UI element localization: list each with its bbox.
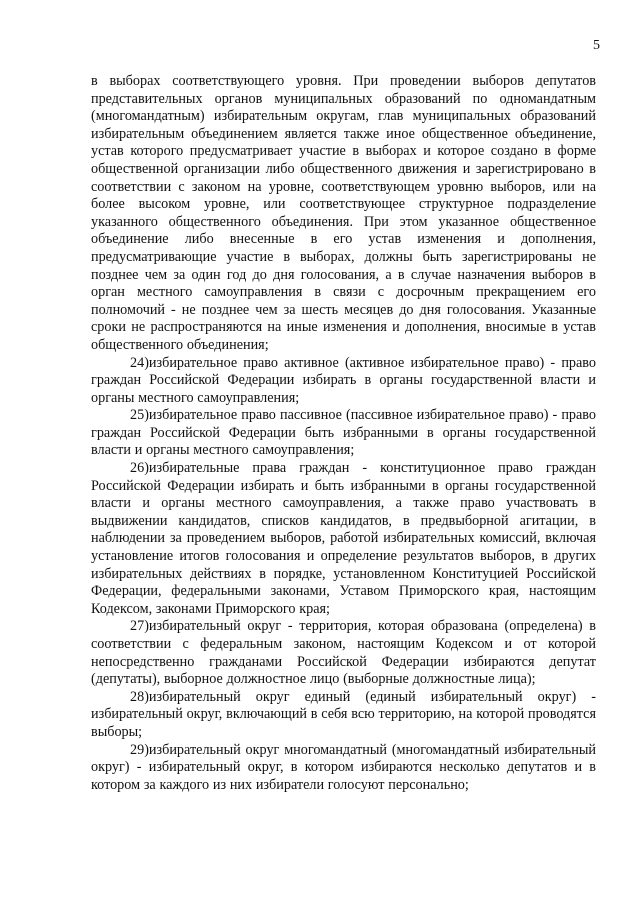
paragraph-item-24: 24)избирательное право активное (активное избирательное право) - право граждан Российской Федерации избирать в органы государственной власти и органы местного самоуправления; [91, 354, 596, 406]
paragraph-item-27: 27)избирательный округ - территория, которая образована (определена) в соответствии с федеральным законом, настоящим Кодексом и от которой непосредственно гражданами Российской Федерации избираются депутат (депутаты), выборное должностное лицо (выборные должностные лица); [91, 618, 596, 688]
page-number: 5 [593, 38, 600, 53]
paragraph-item-26: 26)избирательные права граждан - конституционное право граждан Российской Федерации избирать и быть избранными в органы государственной власти и органы местного самоуправления, а также право участвовать в выдвижении кандидатов, списков кандидатов, в предвыборной агитации, в наблюдении за проведением выборов, работой избирательных комиссий, включая установление итогов голосования и определение результатов выборов, в других избирательных действиях в порядке, установленном Конституцией Российской Федерации, федеральными законами, Уставом Приморского края, настоящим Кодексом, законами Приморского края; [91, 460, 596, 617]
paragraph-continuation: в выборах соответствующего уровня. При проведении выборов депутатов представительных органов муниципальных образований по одномандатным (многомандатным) избирательным округам, глав муниципальных образований избирательным объединением является также иное общественное объединение, устав которого предусматривает участие в выборах и которое создано в форме общественной организации либо общественного движения и зарегистрировано в соответствии с законом на уровне, соответствующем уровню выборов, или на более высоком уровне, или соответствующее структурное подразделение указанного общественного объединения. При этом указанное общественное объединение либо внесенные в его устав изменения и дополнения, предусматривающие участие в выборах, должны быть зарегистрированы не позднее чем за один год до дня голосования, а в случае назначения выборов в орган местного самоуправления в связи с досрочным прекращением его полномочий - не позднее чем за шесть месяцев до дня голосования. Указанные сроки не распространяются на иные изменения и дополнения, вносимые в устав общественного объединения; [91, 73, 596, 353]
paragraph-item-28: 28)избирательный округ единый (единый избирательный округ) - избирательный округ, включающий в себя всю территорию, на которой проводятся выборы; [91, 688, 596, 740]
paragraph-item-25: 25)избирательное право пассивное (пассивное избирательное право) - право граждан Российской Федерации быть избранными в органы государственной власти и органы местного самоуправления; [91, 407, 596, 459]
paragraph-item-29: 29)избирательный округ многомандатный (многомандатный избирательный округ) - избирательный округ, в котором избираются несколько депутатов и в котором за каждого из них избиратели голосуют персонально; [91, 741, 596, 793]
body-text [91, 73, 596, 794]
